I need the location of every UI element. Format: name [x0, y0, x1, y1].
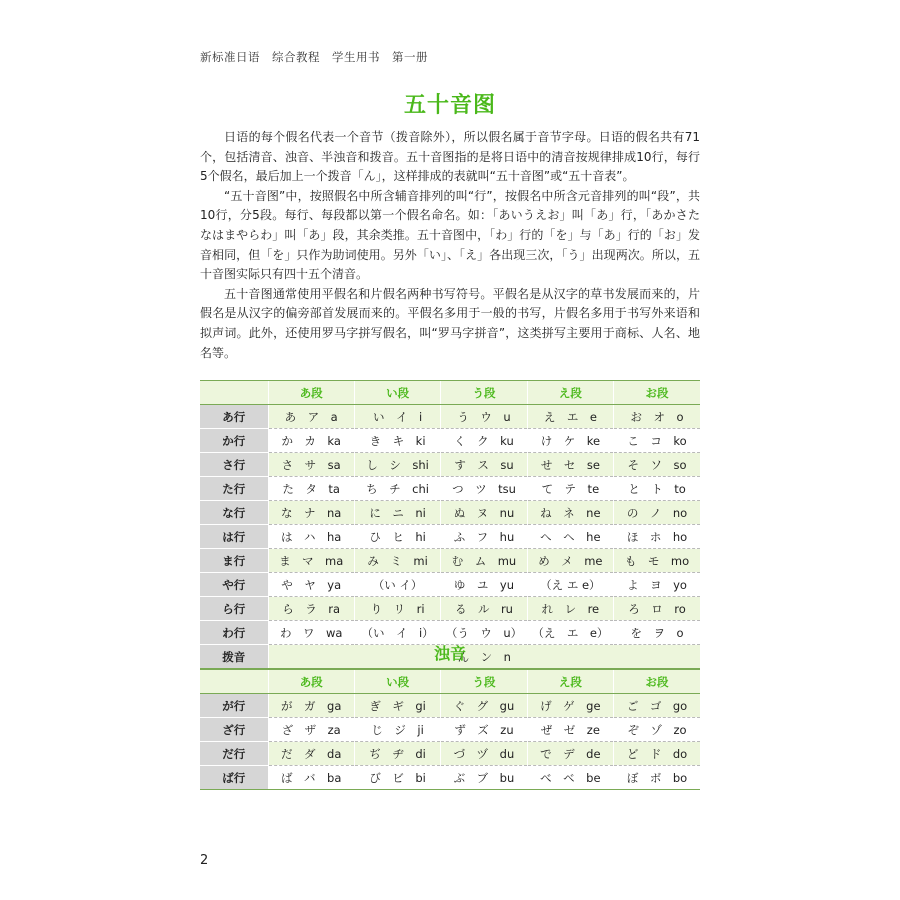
kana-cell: （え エ e）	[527, 621, 613, 645]
table-row	[200, 742, 700, 766]
kana-cell: し シ shi	[354, 453, 440, 477]
kana-cell: ひ ヒ hi	[354, 525, 440, 549]
kana-cell: ぞ ゾ zo	[614, 718, 700, 742]
column-header: い段	[354, 381, 440, 405]
kana-cell: あ ア a	[268, 405, 354, 429]
kana-cell: ぜ ゼ ze	[527, 718, 613, 742]
column-header: え段	[527, 670, 613, 694]
intro-text	[200, 128, 700, 363]
row-header: が行	[200, 694, 268, 718]
kana-cell: る ル ru	[441, 597, 527, 621]
kana-cell: げ ゲ ge	[527, 694, 613, 718]
page-number: 2	[200, 853, 209, 868]
kana-cell: へ ヘ he	[527, 525, 613, 549]
kana-cell: ぼ ボ bo	[614, 766, 700, 790]
kana-cell: り リ ri	[354, 597, 440, 621]
row-header: た行	[200, 477, 268, 501]
kana-cell: ず ズ zu	[441, 718, 527, 742]
kana-cell: ら ラ ra	[268, 597, 354, 621]
kana-cell: こ コ ko	[614, 429, 700, 453]
row-header: ま行	[200, 549, 268, 573]
kana-cell: わ ワ wa	[268, 621, 354, 645]
kana-cell: ゆ ユ yu	[441, 573, 527, 597]
header-row	[200, 381, 700, 405]
kana-cell: め メ me	[527, 549, 613, 573]
table-row	[200, 573, 700, 597]
seion-table	[200, 380, 700, 669]
kana-cell: つ ツ tsu	[441, 477, 527, 501]
kana-cell: ど ド do	[614, 742, 700, 766]
kana-cell: え エ e	[527, 405, 613, 429]
kana-cell: れ レ re	[527, 597, 613, 621]
kana-cell: ざ ザ za	[268, 718, 354, 742]
kana-cell: ぐ グ gu	[441, 694, 527, 718]
kana-cell: ほ ホ ho	[614, 525, 700, 549]
kana-cell: の ノ no	[614, 501, 700, 525]
corner-cell	[200, 381, 268, 405]
kana-cell: う ウ u	[441, 405, 527, 429]
row-header: か行	[200, 429, 268, 453]
kana-cell: ま マ ma	[268, 549, 354, 573]
kana-cell: や ヤ ya	[268, 573, 354, 597]
kana-cell: が ガ ga	[268, 694, 354, 718]
kana-cell: ぎ ギ gi	[354, 694, 440, 718]
column-header: あ段	[268, 381, 354, 405]
row-header: や行	[200, 573, 268, 597]
kana-cell: な ナ na	[268, 501, 354, 525]
kana-cell: み ミ mi	[354, 549, 440, 573]
row-header: 拨音	[200, 645, 268, 669]
kana-cell: て テ te	[527, 477, 613, 501]
row-header: わ行	[200, 621, 268, 645]
kana-cell: ろ ロ ro	[614, 597, 700, 621]
paragraph-1: 日语的每个假名代表一个音节（拨音除外），所以假名属于音节字母。日语的假名共有71个，包括清音、浊音、半浊音和拨音。五十音图指的是将日语中的清音按规律排成10行，每行5个假名，最后加上一个拨音「ん」，这样排成的表就叫“五十音图”或“五十音表”。	[200, 130, 700, 184]
kana-cell: と ト to	[614, 477, 700, 501]
header-row	[200, 670, 700, 694]
kana-cell: む ム mu	[441, 549, 527, 573]
kana-cell: で デ de	[527, 742, 613, 766]
kana-cell: く ク ku	[441, 429, 527, 453]
page-title: 五十音图	[403, 93, 496, 118]
kana-cell: た タ ta	[268, 477, 354, 501]
kana-cell: ち チ chi	[354, 477, 440, 501]
kana-cell: ん ン n	[268, 645, 700, 669]
kana-cell: ば バ ba	[268, 766, 354, 790]
kana-cell: ぬ ヌ nu	[441, 501, 527, 525]
table-row	[200, 549, 700, 573]
paragraph-2: “五十音图”中，按照假名中所含辅音排列的叫“行”，按假名中所含元音排列的叫“段”，共10行，分5段。每行、每段都以第一个假名命名。如：「あいうえお」叫「あ」行，「あかさたなはまやらわ」叫「あ」段，其余类推。五十音图中，「わ」行的「を」与「あ」行的「お」发音相同，但「を」只作为助词使用。另外「い」、「え」各出现三次，「う」出现两次。所以，五十音图实际只有四十五个清音。	[200, 188, 700, 282]
kana-cell: お オ o	[614, 405, 700, 429]
kana-cell: き キ ki	[354, 429, 440, 453]
paragraph-3: 五十音图通常使用平假名和片假名两种书写符号。平假名是从汉字的草书发展而来的，片假名是从汉字的偏旁部首发展而来的。平假名多用于一般的书写，片假名多用于书写外来语和拟声词。此外，还使用罗马字拼写假名，叫“罗马字拼音”，这类拼写主要用于商标、人名、地名等。	[200, 286, 700, 360]
kana-cell: ふ フ hu	[441, 525, 527, 549]
row-header: ざ行	[200, 718, 268, 742]
column-header: お段	[614, 670, 700, 694]
kana-cell: じ ジ ji	[354, 718, 440, 742]
table-row	[200, 429, 700, 453]
kana-cell: に ニ ni	[354, 501, 440, 525]
running-header: 新标准日语 综合教程 学生用书 第一册	[200, 50, 428, 64]
row-header: だ行	[200, 742, 268, 766]
kana-cell: よ ヨ yo	[614, 573, 700, 597]
kana-cell: せ セ se	[527, 453, 613, 477]
kana-cell: ぢ ヂ di	[354, 742, 440, 766]
row-header: な行	[200, 501, 268, 525]
column-header: う段	[441, 381, 527, 405]
kana-cell: は ハ ha	[268, 525, 354, 549]
corner-cell	[200, 670, 268, 694]
kana-cell: さ サ sa	[268, 453, 354, 477]
kana-cell: も モ mo	[614, 549, 700, 573]
kana-cell: い イ i	[354, 405, 440, 429]
kana-cell: け ケ ke	[527, 429, 613, 453]
dakuon-table	[200, 669, 700, 790]
table-row	[200, 766, 700, 790]
table-row	[200, 525, 700, 549]
kana-cell: だ ダ da	[268, 742, 354, 766]
column-header: え段	[527, 381, 613, 405]
row-header: ば行	[200, 766, 268, 790]
column-header: お段	[614, 381, 700, 405]
kana-cell: か カ ka	[268, 429, 354, 453]
table-row	[200, 453, 700, 477]
kana-cell: ご ゴ go	[614, 694, 700, 718]
dakuon-title: 浊音	[433, 644, 466, 663]
kana-cell: （え エ e）	[527, 573, 613, 597]
table-row	[200, 694, 700, 718]
row-header: あ行	[200, 405, 268, 429]
kana-cell: そ ソ so	[614, 453, 700, 477]
table-row	[200, 477, 700, 501]
table-row	[200, 718, 700, 742]
kana-cell: （う ウ u）	[441, 621, 527, 645]
row-header: さ行	[200, 453, 268, 477]
column-header: い段	[354, 670, 440, 694]
kana-cell: す ス su	[441, 453, 527, 477]
kana-cell: づ ヅ du	[441, 742, 527, 766]
table-row	[200, 405, 700, 429]
row-header: は行	[200, 525, 268, 549]
kana-cell: ぶ ブ bu	[441, 766, 527, 790]
kana-cell: べ ベ be	[527, 766, 613, 790]
kana-cell: ね ネ ne	[527, 501, 613, 525]
kana-cell: （い イ i）	[354, 621, 440, 645]
table-row	[200, 597, 700, 621]
row-header: ら行	[200, 597, 268, 621]
column-header: う段	[441, 670, 527, 694]
kana-cell: （い イ）	[354, 573, 440, 597]
column-header: あ段	[268, 670, 354, 694]
kana-cell: を ヲ o	[614, 621, 700, 645]
kana-cell: び ビ bi	[354, 766, 440, 790]
table-row	[200, 501, 700, 525]
